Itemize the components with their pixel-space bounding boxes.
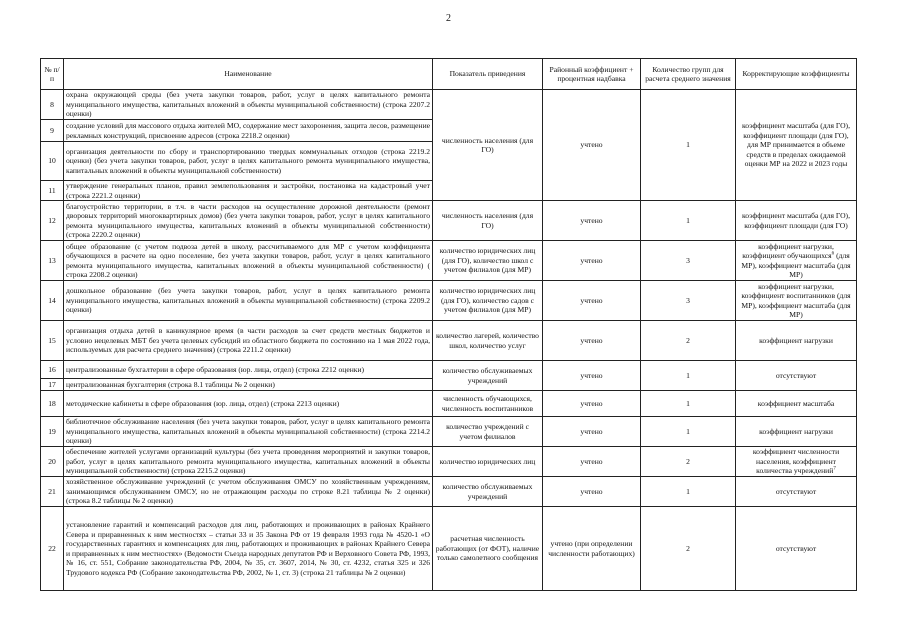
row-name: обеспечение жителей услугами организаций культуры (без учета проведения мероприятий и закупки товаров, работ, услуг в целях капитального ремонта муниципального имущества, капитальных вложений в объекты муниципальной собственности) (строка 2215.2 оценки) <box>64 447 433 477</box>
header-indicator: Показатель приведения <box>433 59 543 90</box>
table-row <box>41 361 857 379</box>
row-name: установление гарантий и компенсаций расходов для лиц, работающих и проживающих в районах Крайнего Севера и приравненных к ним местностях – статьи 33 и 35 Закона РФ от 19 февраля 1993 года № 4520-1 «О государственных гарантиях и компенсациях для лиц, работающих и проживающих в районах Крайнего Севера и приравненных к ним местностях» (Ведомости Съезда народных депутатов РФ и Верховного Совета РФ, 1993, № 16, ст. 551, Собрание законодательства РФ, 2004, № 35, ст. 3607, 2014, № 30, ст. 4232, статья 325 и 326 Трудового кодекса РФ (Собрание законодательства РФ, 2002, № 1, ст. 3) (строка 21 таблицы № 2 оценки) <box>64 507 433 591</box>
table-row <box>41 507 857 591</box>
row-adjust: коэффициент нагрузки <box>736 417 857 447</box>
row-number: 15 <box>41 321 64 361</box>
row-number: 14 <box>41 281 64 321</box>
row-adjust: коэффициент масштаба (для ГО), коэффициент площади (для ГО) <box>736 201 857 241</box>
row-name: централизованные бухгалтерии в сфере образования (юр. лица, отдел) (строка 2212 оценки) <box>64 361 433 379</box>
row-groups: 1 <box>641 417 736 447</box>
row-name: библиотечное обслуживание населения (без учета закупки товаров, работ, услуг в целях капитального ремонта муниципального имущества, капитальных вложений в объекты муниципальной собственности) (строка 2214.2 оценки) <box>64 417 433 447</box>
row-adjust: коэффициент масштаба <box>736 391 857 417</box>
row-number: 13 <box>41 241 64 281</box>
row-coef: учтено <box>543 417 641 447</box>
row-number: 18 <box>41 391 64 417</box>
row-coef: учтено <box>543 361 641 391</box>
page-number: 2 <box>446 13 451 24</box>
header-row <box>41 59 857 90</box>
row-number: 19 <box>41 417 64 447</box>
header-num: № п/п <box>41 59 64 90</box>
adjust-text: коэффициент численности населения, коэффициент количества учреждений <box>752 447 840 476</box>
row-number: 22 <box>41 507 64 591</box>
row-name: дошкольное образование (без учета закупки товаров, работ, услуг в целях капитального ремонта муниципального имущества, капитальных вложений в объекты муниципальной собственности) (строка 2209.2 оценки) <box>64 281 433 321</box>
row-coef: учтено <box>543 447 641 477</box>
row-groups: 3 <box>641 241 736 281</box>
row-groups: 1 <box>641 361 736 391</box>
row-indicator: численность обучающихся, численность воспитанников <box>433 391 543 417</box>
table-row <box>41 417 857 447</box>
row-name: утверждение генеральных планов, правил землепользования и застройки, постановка на кадастровый учет (строка 2221.2 оценки) <box>64 181 433 201</box>
row-number: 17 <box>41 379 64 391</box>
row-name: общее образование (с учетом подвоза детей в школу, рассчитываемого для МР с учетом коэффициента обучающихся в расчете на одно поселение, без учета закупки товаров, работ, услуг в целях капитального ремонта муниципального имущества, капитальных вложений в объекты муниципальной собственности) ( строка 2208.2 оценки) <box>64 241 433 281</box>
row-coef: учтено <box>543 241 641 281</box>
header-name: Наименование <box>64 59 433 90</box>
row-groups: 1 <box>641 90 736 201</box>
row-indicator: количество юридических лиц <box>433 447 543 477</box>
table-row <box>41 90 857 120</box>
table-row <box>41 201 857 241</box>
adjust-text: коэффициент нагрузки, коэффициент обучающихся <box>742 241 834 260</box>
table-row <box>41 281 857 321</box>
coefficients-table <box>40 58 857 591</box>
row-adjust: отсутствуют <box>736 507 857 591</box>
row-adjust <box>736 241 857 281</box>
row-coef: учтено (при определении численности работающих) <box>543 507 641 591</box>
row-number: 20 <box>41 447 64 477</box>
row-indicator: количество учреждений с учетом филиалов <box>433 417 543 447</box>
table-row <box>41 477 857 507</box>
row-groups: 1 <box>641 391 736 417</box>
table-row <box>41 241 857 281</box>
row-coef: учтено <box>543 281 641 321</box>
row-number: 11 <box>41 181 64 201</box>
row-coef: учтено <box>543 391 641 417</box>
row-coef: учтено <box>543 90 641 201</box>
row-name: организация отдыха детей в каникулярное время (в части расходов за счет средств местных бюджетов и условно нецелевых МБТ без учета целевых субсидий из областного бюджета по состоянию на 1 мая 2022 года, используемых для расчета среднего значения) (строка 2211.2 оценки) <box>64 321 433 361</box>
row-adjust: коэффициент масштаба (для ГО), коэффициент площади (для ГО), для МР принимается в объеме средств в пределах ожидаемой оценки МР на 2022 и 2023 годы <box>736 90 857 201</box>
row-groups: 1 <box>641 201 736 241</box>
row-groups: 2 <box>641 507 736 591</box>
row-indicator: расчетная численность работающих (от ФОТ), наличие только самолетного сообщения <box>433 507 543 591</box>
header-adjust: Корректирующие коэффициенты <box>736 59 857 90</box>
table-row <box>41 321 857 361</box>
row-adjust <box>736 447 857 477</box>
row-adjust: отсутствуют <box>736 361 857 391</box>
header-coef: Районный коэффициент + процентная надбавка <box>543 59 641 90</box>
row-name: методические кабинеты в сфере образования (юр. лица, отдел) (строка 2213 оценки) <box>64 391 433 417</box>
row-indicator: количество юридических лиц (для ГО), количество школ с учетом филиалов (для МР) <box>433 241 543 281</box>
row-groups: 2 <box>641 321 736 361</box>
row-name: благоустройство территории, в т.ч. в части расходов на осуществление дорожной деятельности (ремонт дворовых территорий многоквартирных домов) (без учета закупки товаров, работ, услуг в целях капитального ремонта муниципального имущества, капитальных вложений в объекты муниципальной собственности) (строка 2220.2 оценки) <box>64 201 433 241</box>
row-coef: учтено <box>543 321 641 361</box>
row-groups: 1 <box>641 477 736 507</box>
row-indicator: численность населения (для ГО) <box>433 201 543 241</box>
row-number: 8 <box>41 90 64 120</box>
row-adjust: отсутствуют <box>736 477 857 507</box>
row-indicator: численность населения (для ГО) <box>433 90 543 201</box>
row-indicator: количество юридических лиц (для ГО), количество садов с учетом филиалов (для МР) <box>433 281 543 321</box>
row-number: 21 <box>41 477 64 507</box>
row-number: 16 <box>41 361 64 379</box>
row-number: 12 <box>41 201 64 241</box>
table-row <box>41 447 857 477</box>
row-groups: 2 <box>641 447 736 477</box>
row-number: 9 <box>41 120 64 142</box>
row-adjust: коэффициент нагрузки <box>736 321 857 361</box>
table-row <box>41 391 857 417</box>
row-coef: учтено <box>543 201 641 241</box>
footnote-mark: 6 <box>831 251 835 257</box>
row-number: 10 <box>41 142 64 181</box>
row-adjust: коэффициент нагрузки, коэффициент воспитанников (для МР), коэффициент масштаба (для МР) <box>736 281 857 321</box>
row-indicator: количество обслуживаемых учреждений <box>433 477 543 507</box>
row-name: охрана окружающей среды (без учета закупки товаров, работ, услуг в целях капитального ремонта муниципального имущества, капитальных вложений в объекты муниципальной собственности) (строка 2207.2 оценки) <box>64 90 433 120</box>
footnote-mark: 7 <box>833 466 836 472</box>
row-coef: учтено <box>543 477 641 507</box>
row-indicator: количество лагерей, количество школ, количество услуг <box>433 321 543 361</box>
header-groups: Количество групп для расчета среднего значения <box>641 59 736 90</box>
row-name: организация деятельности по сбору и транспортированию твердых коммунальных отходов (строка 2219.2 оценки) (без учета закупки товаров, работ, услуг в целях капитального ремонта муниципального имущества, капитальных вложений в объекты муниципальной собственности) <box>64 142 433 181</box>
row-name: хозяйственное обслуживание учреждений (с учетом обслуживания ОМСУ по хозяйственным учреждениям, занимающимся обслуживанием ОМСУ, но не отражающим расходы по строке 8.21 таблицы № 2 оценки) (строка 8.2 таблицы № 2 оценки) <box>64 477 433 507</box>
row-name: централизованная бухгалтерия (строка 8.1 таблицы № 2 оценки) <box>64 379 433 391</box>
row-indicator: количество обслуживаемых учреждений <box>433 361 543 391</box>
row-groups: 3 <box>641 281 736 321</box>
adjust-text-tail: (для МР), коэффициент масштаба (для МР) <box>741 251 851 279</box>
row-name: создание условий для массового отдыха жителей МО, содержание мест захоронения, защита лесов, размещение рекламных конструкций, присвоение адресов (строка 2218.2 оценки) <box>64 120 433 142</box>
